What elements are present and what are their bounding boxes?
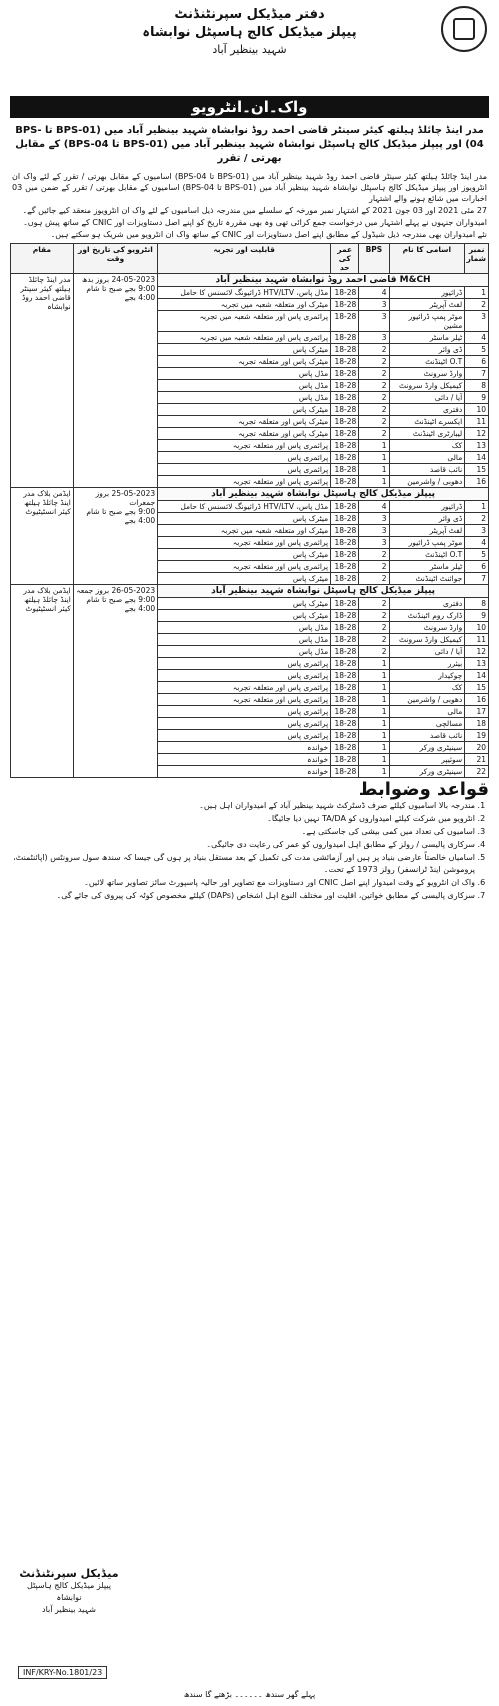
qualification: پرائمری پاس bbox=[158, 670, 331, 682]
rule-item: 7. سرکاری پالیسی کے مطابق خواتین، اقلیت اور مختلف النوع اہل اشخاص (DAPs) کیلئے مخصوص کوٹہ کی پیروی کی جائے گی۔ bbox=[10, 890, 475, 902]
signature-line-1: پیپلز میڈیکل کالج ہاسپٹل نوابشاہ bbox=[27, 1581, 111, 1602]
row-number: 16 bbox=[465, 694, 489, 706]
age-limit: 18-28 bbox=[331, 718, 359, 730]
interview-time: 9:00 بجے صبح تا شام 4:00 بجے bbox=[86, 284, 156, 302]
age-limit: 18-28 bbox=[331, 573, 359, 585]
post-name: سینیٹری ورکر bbox=[389, 766, 465, 778]
qualification: پرائمری پاس bbox=[158, 658, 331, 670]
age-limit: 18-28 bbox=[331, 525, 359, 537]
row-number: 4 bbox=[465, 537, 489, 549]
qualification: پرائمری پاس bbox=[158, 730, 331, 742]
footer-slogan: پہلے گھر سندھ ۔۔۔۔۔۔ بڑھتے گا سندھ bbox=[183, 1690, 316, 1699]
post-name: لیبارٹری اٹینڈنٹ bbox=[389, 428, 465, 440]
interview-venue: مدر اینڈ چائلڈ ہیلتھ کیئر سینٹر قاضی احمد روڈ نوابشاہ bbox=[11, 274, 74, 488]
age-limit: 18-28 bbox=[331, 537, 359, 549]
bps: 2 bbox=[359, 356, 389, 368]
post-name: کک bbox=[389, 440, 465, 452]
rule-item: 1. مندرجہ بالا اسامیوں کیلئے صرف ڈسٹرکٹ شہید بینظیر آباد کے امیدواران اہل ہیں۔ bbox=[10, 800, 475, 812]
age-limit: 18-28 bbox=[331, 368, 359, 380]
header bbox=[10, 6, 489, 96]
row-number: 22 bbox=[465, 766, 489, 778]
post-name: ٹیلر ماسٹر bbox=[389, 332, 465, 344]
qualification: پرائمری پاس bbox=[158, 452, 331, 464]
age-limit: 18-28 bbox=[331, 706, 359, 718]
interview-date: 24-05-2023 بروز بدھ bbox=[82, 275, 156, 284]
interview-date: 26-05-2023 بروز جمعہ bbox=[76, 586, 156, 595]
bps: 2 bbox=[359, 634, 389, 646]
qualification: میٹرک اور متعلقہ شعبہ میں تجربہ bbox=[158, 299, 331, 311]
post-name: موٹر پمپ ڈرائیور bbox=[389, 537, 465, 549]
post-name: آیا / دائی bbox=[389, 646, 465, 658]
post-name: ڈارک روم اٹینڈنٹ bbox=[389, 610, 465, 622]
qualification: میٹرک پاس اور متعلقہ تجربہ bbox=[158, 416, 331, 428]
rule-item: 4. سرکاری پالیسی / رولز کے مطابق اہل امیدواروں کو عمر کی رعایت دی جائیگی۔ bbox=[10, 839, 475, 851]
rule-item: 2. انٹرویو میں شرکت کیلئے امیدواروں کو TA/DA نہیں دیا جائیگا۔ bbox=[10, 813, 475, 825]
col-header: قابلیت اور تجربہ bbox=[158, 244, 331, 274]
bps: 2 bbox=[359, 622, 389, 634]
bps: 1 bbox=[359, 452, 389, 464]
age-limit: 18-28 bbox=[331, 694, 359, 706]
bps: 2 bbox=[359, 368, 389, 380]
qualification: میٹرک پاس اور متعلقہ تجربہ bbox=[158, 356, 331, 368]
age-limit: 18-28 bbox=[331, 730, 359, 742]
age-limit: 18-28 bbox=[331, 452, 359, 464]
qualification: میٹرک پاس bbox=[158, 404, 331, 416]
rules-list bbox=[10, 800, 489, 902]
table-header-row bbox=[11, 244, 489, 274]
bps: 2 bbox=[359, 549, 389, 561]
bps: 1 bbox=[359, 766, 389, 778]
qualification: پرائمری پاس اور متعلقہ شعبہ میں تجربہ bbox=[158, 311, 331, 332]
age-limit: 18-28 bbox=[331, 754, 359, 766]
jobs-table bbox=[10, 243, 489, 778]
post-name: جوائنٹ اٹینڈنٹ bbox=[389, 573, 465, 585]
bps: 2 bbox=[359, 598, 389, 610]
row-number: 6 bbox=[465, 561, 489, 573]
age-limit: 18-28 bbox=[331, 561, 359, 573]
walk-in-interview-banner: واک۔ان۔انٹرویو bbox=[10, 96, 489, 118]
bps: 1 bbox=[359, 694, 389, 706]
interview-venue: ایڈمن بلاک مدر اینڈ چائلڈ ہیلتھ کیئر انسٹیٹیوٹ bbox=[11, 488, 74, 585]
bps: 2 bbox=[359, 428, 389, 440]
post-name: دھوبی / واشرمین bbox=[389, 694, 465, 706]
qualification: میٹرک پاس bbox=[158, 598, 331, 610]
row-number: 5 bbox=[465, 344, 489, 356]
row-number: 7 bbox=[465, 368, 489, 380]
intro-paragraph: نئے امیدواران بھی مندرجہ ذیل شیڈول کے مطابق اپنے اصل دستاویزات اور CNIC کے ساتھ واک ان انٹرویو میں شریک ہو سکتے ہیں۔ bbox=[50, 230, 487, 239]
section-header-row bbox=[11, 274, 489, 287]
rules-title: قواعد وضوابط bbox=[358, 779, 489, 800]
row-number: 1 bbox=[465, 501, 489, 513]
intro-paragraph: 27 مئی 2021 اور 03 جون 2021 کے اشتہار نمبر مورخہ کے سلسلے میں مندرجہ ذیل اسامیوں کے لئے واک ان انٹرویوز منعقد کیے جائیں گے۔ bbox=[22, 206, 487, 215]
qualification: میٹرک پاس bbox=[158, 610, 331, 622]
qualification: پرائمری پاس اور متعلقہ تجربہ bbox=[158, 561, 331, 573]
section-header-row bbox=[11, 488, 489, 501]
age-limit: 18-28 bbox=[331, 416, 359, 428]
intro-paragraph: امیدواران جنہوں نے پہلے اشتہار میں درخواست جمع کرائی تھی وہ بھی مقررہ تاریخ کو اپنے اصل دستاویزات اور CNIC کے ساتھ پیش ہوں۔ bbox=[23, 218, 487, 227]
age-limit: 18-28 bbox=[331, 311, 359, 332]
post-name: ٹیلر ماسٹر bbox=[389, 561, 465, 573]
qualification: میٹرک پاس bbox=[158, 549, 331, 561]
interview-venue: ایڈمن بلاک مدر اینڈ چائلڈ ہیلتھ کیئر انسٹیٹیوٹ bbox=[11, 585, 74, 778]
age-limit: 18-28 bbox=[331, 476, 359, 488]
bps: 2 bbox=[359, 344, 389, 356]
row-number: 9 bbox=[465, 392, 489, 404]
age-limit: 18-28 bbox=[331, 356, 359, 368]
post-name: لفٹ آپریٹر bbox=[389, 299, 465, 311]
rule-item: 6. واک ان انٹرویو کے وقت امیدوار اپنے اصل CNIC اور دستاویزات مع تصاویر اور حالیہ پاسپورٹ سائز تصاویر ساتھ لائیں۔ bbox=[10, 877, 475, 889]
subheading: مدر اینڈ چائلڈ ہیلتھ کیئر سینٹر قاضی احمد روڈ نوابشاہ شہید بینظیر آباد میں (BPS-01 تا BPS-04) اور پیپلز میڈیکل کالج ہاسپٹل نوابشاہ شہید بینظیر آباد میں (BPS-01 تا BPS-04) کے مقابل بھرتی / تقرر bbox=[15, 125, 484, 164]
section-title: پیپلز میڈیکل کالج ہاسپٹل نوابشاہ شہید بینظیر آباد bbox=[158, 585, 489, 598]
bps: 1 bbox=[359, 706, 389, 718]
post-name: دفتری bbox=[389, 598, 465, 610]
post-name: وارڈ سرونٹ bbox=[389, 368, 465, 380]
age-limit: 18-28 bbox=[331, 682, 359, 694]
age-limit: 18-28 bbox=[331, 287, 359, 299]
age-limit: 18-28 bbox=[331, 392, 359, 404]
row-number: 10 bbox=[465, 622, 489, 634]
post-name: آیا / دائی bbox=[389, 392, 465, 404]
col-header: نمبر شمار bbox=[465, 244, 489, 274]
bps: 2 bbox=[359, 380, 389, 392]
header-line-1: دفتر میڈیکل سپرنٹنڈنٹ bbox=[174, 7, 325, 22]
bps: 1 bbox=[359, 658, 389, 670]
row-number: 1 bbox=[465, 287, 489, 299]
qualification: مڈل پاس bbox=[158, 634, 331, 646]
qualification: میٹرک پاس bbox=[158, 344, 331, 356]
col-header: اسامی کا نام bbox=[389, 244, 465, 274]
qualification: میٹرک پاس bbox=[158, 573, 331, 585]
section-title: پیپلز میڈیکل کالج ہاسپٹل نوابشاہ شہید بینظیر آباد bbox=[158, 488, 489, 501]
interview-date-cell bbox=[73, 585, 157, 778]
bps: 1 bbox=[359, 718, 389, 730]
age-limit: 18-28 bbox=[331, 404, 359, 416]
row-number: 17 bbox=[465, 706, 489, 718]
row-number: 12 bbox=[465, 428, 489, 440]
bps: 1 bbox=[359, 476, 389, 488]
qualification: خواندہ bbox=[158, 766, 331, 778]
bps: 2 bbox=[359, 392, 389, 404]
rule-item: 3. اسامیوں کی تعداد میں کمی بیشی کی جاسکتی ہے۔ bbox=[10, 826, 475, 838]
age-limit: 18-28 bbox=[331, 658, 359, 670]
age-limit: 18-28 bbox=[331, 670, 359, 682]
qualification: پرائمری پاس bbox=[158, 464, 331, 476]
header-line-3: شہید بینظیر آباد bbox=[212, 43, 287, 56]
qualification: مڈل پاس bbox=[158, 368, 331, 380]
col-header: مقام bbox=[11, 244, 74, 274]
signature-line-2: شہید بینظیر آباد bbox=[42, 1605, 96, 1614]
post-name: مسالچی bbox=[389, 718, 465, 730]
qualification: مڈل پاس bbox=[158, 380, 331, 392]
row-number: 16 bbox=[465, 476, 489, 488]
qualification: خواندہ bbox=[158, 754, 331, 766]
row-number: 5 bbox=[465, 549, 489, 561]
row-number: 10 bbox=[465, 404, 489, 416]
bps: 2 bbox=[359, 561, 389, 573]
post-name: ڈی وائر bbox=[389, 344, 465, 356]
bps: 3 bbox=[359, 299, 389, 311]
bps: 1 bbox=[359, 742, 389, 754]
bps: 2 bbox=[359, 610, 389, 622]
age-limit: 18-28 bbox=[331, 646, 359, 658]
post-name: نائب قاصد bbox=[389, 464, 465, 476]
row-number: 2 bbox=[465, 513, 489, 525]
age-limit: 18-28 bbox=[331, 380, 359, 392]
bps: 1 bbox=[359, 440, 389, 452]
bps: 1 bbox=[359, 670, 389, 682]
age-limit: 18-28 bbox=[331, 332, 359, 344]
section-title: M&CH قاضی احمد روڈ نوابشاہ شہید بینظیر آباد bbox=[158, 274, 489, 287]
bps: 3 bbox=[359, 513, 389, 525]
age-limit: 18-28 bbox=[331, 501, 359, 513]
row-number: 9 bbox=[465, 610, 489, 622]
row-number: 13 bbox=[465, 658, 489, 670]
row-number: 8 bbox=[465, 380, 489, 392]
qualification: میٹرک پاس bbox=[158, 513, 331, 525]
age-limit: 18-28 bbox=[331, 622, 359, 634]
col-header: عمر کی حد bbox=[331, 244, 359, 274]
bps: 2 bbox=[359, 646, 389, 658]
row-number: 6 bbox=[465, 356, 489, 368]
col-header: BPS bbox=[359, 244, 389, 274]
qualification: پرائمری پاس اور متعلقہ تجربہ bbox=[158, 694, 331, 706]
row-number: 14 bbox=[465, 670, 489, 682]
bps: 1 bbox=[359, 754, 389, 766]
age-limit: 18-28 bbox=[331, 598, 359, 610]
row-number: 2 bbox=[465, 299, 489, 311]
post-name: کک bbox=[389, 682, 465, 694]
intro-paragraph: مدر اینڈ چائلڈ ہیلتھ کیئر سینٹر قاضی احمد روڈ شہید بینظیر آباد میں (BPS-01 تا BPS-04) اسامیوں کے مقابل بھرتی / تقرر کے لئے واک ان انٹرویوز اور پیپلز میڈیکل کالج ہاسپٹل نوابشاہ شہید بینظیر آباد میں (BPS-01 تا BPS-04) اسامیوں کے مقابل بھرتی / تقرر کے ضمن میں 03 اخبارات میں شائع ہونے والے اشتہار bbox=[12, 172, 488, 203]
signature-title: میڈیکل سپرنٹنڈنٹ bbox=[19, 1567, 119, 1580]
section-header-row bbox=[11, 585, 489, 598]
post-name: موٹر پمپ ڈرائیور مشین bbox=[389, 311, 465, 332]
bps: 1 bbox=[359, 464, 389, 476]
bps: 2 bbox=[359, 416, 389, 428]
qualification: مڈل پاس bbox=[158, 646, 331, 658]
rules-section bbox=[10, 779, 489, 902]
signature-block bbox=[14, 1568, 124, 1616]
post-name: سینیٹری ورکر bbox=[389, 742, 465, 754]
bps: 2 bbox=[359, 573, 389, 585]
post-name: O.T اٹینڈنٹ bbox=[389, 356, 465, 368]
row-number: 11 bbox=[465, 416, 489, 428]
post-name: وارڈ سرونٹ bbox=[389, 622, 465, 634]
bps: 1 bbox=[359, 730, 389, 742]
row-number: 15 bbox=[465, 464, 489, 476]
age-limit: 18-28 bbox=[331, 634, 359, 646]
bps: 3 bbox=[359, 537, 389, 549]
row-number: 14 bbox=[465, 452, 489, 464]
qualification: مڈل پاس bbox=[158, 622, 331, 634]
post-name: چوکیدار bbox=[389, 670, 465, 682]
header-line-2: پیپلز میڈیکل کالج ہاسپٹل نوابشاہ bbox=[142, 25, 357, 40]
rule-item: 5. اسامیاں خالصتاً عارضی بنیاد پر ہیں اور آزمائشی مدت کی تکمیل کے بعد مستقل بنیاد پر ہوں گی جیسا کہ سندھ سول سرونٹس (اپائنٹمنٹ، پروموشن اینڈ ٹرانسفر) رولز 1973 کے تحت۔ bbox=[10, 852, 475, 876]
qualification: پرائمری پاس اور متعلقہ تجربہ bbox=[158, 476, 331, 488]
post-name: O.T اٹینڈنٹ bbox=[389, 549, 465, 561]
interview-date-cell bbox=[73, 274, 157, 488]
qualification: پرائمری پاس اور متعلقہ تجربہ bbox=[158, 537, 331, 549]
qualification: پرائمری پاس bbox=[158, 706, 331, 718]
jobs-table-body bbox=[11, 274, 489, 778]
age-limit: 18-28 bbox=[331, 344, 359, 356]
post-name: سوئیپر bbox=[389, 754, 465, 766]
qualification: پرائمری پاس bbox=[158, 718, 331, 730]
bps: 3 bbox=[359, 525, 389, 537]
age-limit: 18-28 bbox=[331, 766, 359, 778]
bps: 1 bbox=[359, 682, 389, 694]
bps: 4 bbox=[359, 287, 389, 299]
age-limit: 18-28 bbox=[331, 428, 359, 440]
qualification: میٹرک اور متعلقہ شعبہ میں تجربہ bbox=[158, 525, 331, 537]
post-name: کیمیکل وارڈ سرونٹ bbox=[389, 634, 465, 646]
intro-text bbox=[10, 168, 489, 243]
bps: 4 bbox=[359, 501, 389, 513]
age-limit: 18-28 bbox=[331, 440, 359, 452]
bps: 3 bbox=[359, 311, 389, 332]
col-header: انٹرویو کی تاریخ اور وقت bbox=[73, 244, 157, 274]
reference-number: INF/KRY-No.1801/23 bbox=[18, 1666, 107, 1679]
post-name: نائب قاصد bbox=[389, 730, 465, 742]
row-number: 21 bbox=[465, 754, 489, 766]
row-number: 12 bbox=[465, 646, 489, 658]
government-emblem-icon bbox=[441, 6, 487, 52]
row-number: 11 bbox=[465, 634, 489, 646]
row-number: 15 bbox=[465, 682, 489, 694]
row-number: 3 bbox=[465, 525, 489, 537]
row-number: 18 bbox=[465, 718, 489, 730]
qualification: مڈل پاس bbox=[158, 392, 331, 404]
qualification: پرائمری پاس اور متعلقہ شعبہ میں تجربہ bbox=[158, 332, 331, 344]
row-number: 19 bbox=[465, 730, 489, 742]
qualification: مڈل پاس، HTV/LTV ڈرائیونگ لائسنس کا حامل bbox=[158, 287, 331, 299]
row-number: 7 bbox=[465, 573, 489, 585]
age-limit: 18-28 bbox=[331, 299, 359, 311]
post-name: کیمیکل وارڈ سرونٹ bbox=[389, 380, 465, 392]
post-name: دفتری bbox=[389, 404, 465, 416]
qualification: پرائمری پاس اور متعلقہ تجربہ bbox=[158, 682, 331, 694]
interview-time: 9:00 بجے صبح تا شام 4:00 بجے bbox=[86, 507, 156, 525]
row-number: 4 bbox=[465, 332, 489, 344]
row-number: 8 bbox=[465, 598, 489, 610]
age-limit: 18-28 bbox=[331, 549, 359, 561]
qualification: پرائمری پاس اور متعلقہ تجربہ bbox=[158, 440, 331, 452]
post-name: ڈرائیور bbox=[389, 501, 465, 513]
row-number: 3 bbox=[465, 311, 489, 332]
post-name: ایکسرے اٹینڈنٹ bbox=[389, 416, 465, 428]
post-name: لفٹ آپریٹر bbox=[389, 525, 465, 537]
qualification: خواندہ bbox=[158, 742, 331, 754]
age-limit: 18-28 bbox=[331, 742, 359, 754]
interview-date-cell bbox=[73, 488, 157, 585]
post-name: مالی bbox=[389, 452, 465, 464]
age-limit: 18-28 bbox=[331, 464, 359, 476]
post-name: دھوبی / واشرمین bbox=[389, 476, 465, 488]
age-limit: 18-28 bbox=[331, 610, 359, 622]
bps: 2 bbox=[359, 404, 389, 416]
age-limit: 18-28 bbox=[331, 513, 359, 525]
post-name: مالی bbox=[389, 706, 465, 718]
bps: 3 bbox=[359, 332, 389, 344]
row-number: 20 bbox=[465, 742, 489, 754]
qualification: مڈل پاس، HTV/LTV ڈرائیونگ لائسنس کا حامل bbox=[158, 501, 331, 513]
qualification: میٹرک پاس اور متعلقہ تجربہ bbox=[158, 428, 331, 440]
post-name: ڈی وائر bbox=[389, 513, 465, 525]
interview-time: 9:00 بجے صبح تا شام 4:00 بجے bbox=[86, 595, 156, 613]
interview-date: 25-05-2023 بروز جمعرات bbox=[95, 489, 156, 507]
post-name: ڈرائیور bbox=[389, 287, 465, 299]
post-name: بیئرر bbox=[389, 658, 465, 670]
row-number: 13 bbox=[465, 440, 489, 452]
